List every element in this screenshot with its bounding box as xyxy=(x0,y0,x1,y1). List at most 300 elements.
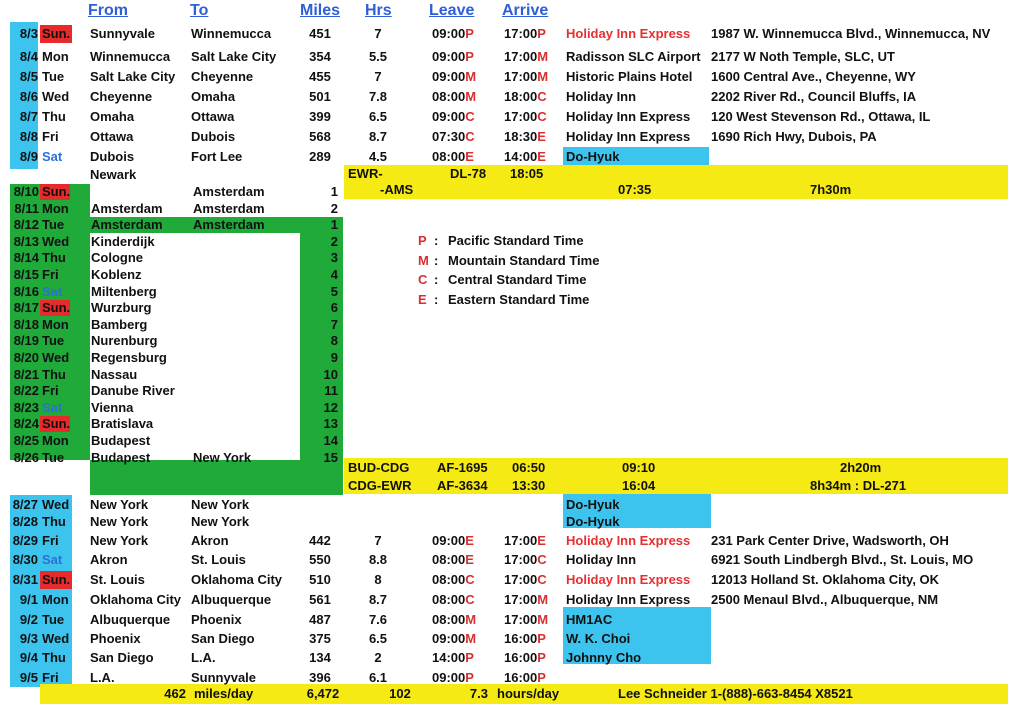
row-day: Sat xyxy=(42,552,63,567)
row-date: 8/29 xyxy=(12,533,38,548)
footer-avg-hrs: 7.3 xyxy=(469,686,488,701)
arrive-timezone: C xyxy=(537,109,547,124)
row-miles: 354 xyxy=(309,49,331,64)
arrive-time: 17:00 xyxy=(504,612,538,627)
legend-code: M xyxy=(418,252,429,268)
row-miles: 501 xyxy=(309,89,331,104)
arrive-timezone: P xyxy=(537,631,546,646)
row-from: New York xyxy=(90,533,149,548)
arrive-timezone: E xyxy=(537,129,546,144)
cruise-date: 8/23 xyxy=(13,400,39,415)
row-day: Fri xyxy=(42,533,59,548)
flight1-arrival: 07:35 xyxy=(618,182,652,197)
legend-label: Pacific Standard Time xyxy=(448,233,584,248)
row-from: Dubois xyxy=(90,149,135,164)
cruise-day: Fri xyxy=(42,267,59,282)
arrive-time: 17:00 xyxy=(504,592,538,607)
row-hrs: 8.8 xyxy=(368,552,388,567)
row-day: Sun. xyxy=(42,572,71,587)
cruise-day-number: 13 xyxy=(323,416,338,431)
arrive-timezone: C xyxy=(537,89,547,104)
row-to: New York xyxy=(191,497,250,512)
arrive-time: 17:00 xyxy=(504,572,538,587)
row-to: Omaha xyxy=(191,89,236,104)
row-miles: 375 xyxy=(309,631,331,646)
legend-separator: : xyxy=(434,272,439,287)
row-arrive xyxy=(504,612,548,628)
row-date: 9/1 xyxy=(19,592,38,607)
row-from: Ottawa xyxy=(90,129,134,144)
row-hrs: 6.5 xyxy=(368,631,388,646)
arrive-timezone: E xyxy=(537,533,546,548)
leave-timezone: E xyxy=(465,552,474,567)
row-to: Winnemucca xyxy=(191,26,272,41)
row-from: Oklahoma City xyxy=(90,592,182,607)
flight2-departure: 13:30 xyxy=(512,478,546,493)
cruise-day-number: 1 xyxy=(330,217,338,232)
cruise-day-number: 15 xyxy=(323,450,338,465)
row-miles: 134 xyxy=(309,650,331,665)
cruise-date: 8/21 xyxy=(13,367,39,382)
cruise-day-number: 12 xyxy=(323,400,338,415)
leave-time: 09:00 xyxy=(432,26,466,41)
cruise-date: 8/24 xyxy=(13,416,39,431)
leave-time: 09:00 xyxy=(432,49,466,64)
leave-timezone: C xyxy=(465,129,475,144)
row-to: Ottawa xyxy=(191,109,235,124)
cruise-date: 8/14 xyxy=(13,250,39,265)
row-hrs: 6.5 xyxy=(368,109,388,124)
row-date: 9/3 xyxy=(19,631,38,646)
row-date: 9/2 xyxy=(19,612,38,627)
footer-total-miles: 6,472 xyxy=(306,686,340,701)
cruise-from: Regensburg xyxy=(91,350,167,365)
row-date: 8/8 xyxy=(19,129,38,144)
row-address: 1600 Central Ave., Cheyenne, WY xyxy=(711,69,916,84)
row-to: New York xyxy=(191,514,250,529)
row-to: Cheyenne xyxy=(191,69,254,84)
cruise-day-number: 14 xyxy=(323,433,338,448)
footer-total-hrs: 102 xyxy=(389,686,411,701)
cruise-day: Mon xyxy=(42,201,69,216)
cruise-date: 8/19 xyxy=(13,333,39,348)
flight2-route: CDG-EWR xyxy=(348,478,412,493)
cruise-date: 8/10 xyxy=(13,184,39,199)
row-address: 1690 Rich Hwy, Dubois, PA xyxy=(711,129,877,144)
flight1-duration: 7h30m xyxy=(810,182,852,197)
row-leave xyxy=(432,650,474,666)
legend-code: E xyxy=(418,291,427,307)
arrive-timezone: P xyxy=(537,670,546,685)
cruise-day: Thu xyxy=(42,367,66,382)
leave-timezone: M xyxy=(465,631,477,646)
cruise-from: Koblenz xyxy=(91,267,142,282)
leave-timezone: C xyxy=(465,572,475,587)
row-date: 8/28 xyxy=(12,514,38,529)
leave-time: 09:00 xyxy=(432,670,466,685)
leave-time: 08:00 xyxy=(432,572,466,587)
row-from: Winnemucca xyxy=(90,49,171,64)
leave-time: 08:00 xyxy=(432,149,466,164)
cruise-day: Sat xyxy=(42,400,63,415)
legend-separator: : xyxy=(434,252,439,268)
leave-timezone: M xyxy=(465,69,477,84)
cruise-day: Fri xyxy=(42,383,59,398)
arrive-time: 17:00 xyxy=(504,49,538,64)
header-hrs: Hrs xyxy=(365,2,392,19)
arrive-timezone: C xyxy=(537,552,547,567)
row-date: 9/5 xyxy=(19,670,38,685)
row-day: Mon xyxy=(42,592,69,607)
row-miles: 451 xyxy=(309,26,331,41)
leave-time: 07:30 xyxy=(432,129,466,144)
row-address: 120 West Stevenson Rd., Ottawa, IL xyxy=(711,109,931,124)
flight2-number: AF-1695 xyxy=(437,460,488,475)
row-day: Fri xyxy=(42,129,59,144)
leave-timezone: P xyxy=(465,670,474,685)
cruise-day: Sat xyxy=(42,284,63,299)
arrive-timezone: M xyxy=(537,69,549,84)
leave-time: 08:00 xyxy=(432,612,466,627)
cruise-day: Sun. xyxy=(42,300,71,315)
row-leave xyxy=(432,572,475,588)
row-arrive xyxy=(504,552,547,568)
row-address: 2202 River Rd., Council Bluffs, IA xyxy=(711,89,917,104)
cruise-day: Wed xyxy=(42,350,70,365)
row-miles: 455 xyxy=(309,69,331,84)
cruise-from: Bamberg xyxy=(91,317,148,332)
row-date: 8/6 xyxy=(19,89,38,104)
row-leave xyxy=(432,69,476,85)
row-from: Sunnyvale xyxy=(90,26,156,41)
flight1-from: Newark xyxy=(90,167,137,182)
cruise-date: 8/26 xyxy=(13,450,39,465)
arrive-time: 18:30 xyxy=(504,129,538,144)
row-hotel: Holiday Inn xyxy=(566,552,637,567)
row-address: 6921 South Lindbergh Blvd., St. Louis, MO xyxy=(711,552,974,567)
leave-timezone: C xyxy=(465,592,475,607)
row-day: Wed xyxy=(42,631,70,646)
footer-avg-miles: 462 xyxy=(164,686,186,701)
row-day: Tue xyxy=(42,612,65,627)
arrive-time: 17:00 xyxy=(504,533,538,548)
row-from: Salt Lake City xyxy=(90,69,176,84)
leave-time: 09:00 xyxy=(432,69,466,84)
cruise-date: 8/20 xyxy=(13,350,39,365)
row-to: Fort Lee xyxy=(191,149,243,164)
header-arrive: Arrive xyxy=(502,2,549,19)
row-date: 8/3 xyxy=(19,26,38,41)
cruise-from: Danube River xyxy=(91,383,175,398)
leave-time: 09:00 xyxy=(432,631,466,646)
row-miles: 561 xyxy=(309,592,331,607)
row-to: Oklahoma City xyxy=(191,572,283,587)
row-hrs: 8.7 xyxy=(368,129,388,144)
leave-time: 09:00 xyxy=(432,533,466,548)
flight1-route-2: -AMS xyxy=(380,182,414,197)
row-hotel: Holiday Inn Express xyxy=(566,129,691,144)
cruise-day-number: 3 xyxy=(330,250,338,265)
cruise-from: Kinderdijk xyxy=(91,234,155,249)
arrive-timezone: P xyxy=(537,26,546,41)
row-miles: 568 xyxy=(309,129,331,144)
row-arrive xyxy=(504,592,548,608)
cruise-day-number: 2 xyxy=(330,201,338,216)
legend-item xyxy=(418,253,599,269)
legend-code: P xyxy=(418,233,427,248)
row-hrs: 5.5 xyxy=(368,49,388,64)
row-leave xyxy=(432,129,475,145)
row-address: 2500 Menaul Blvd., Albuquerque, NM xyxy=(711,592,939,607)
row-leave xyxy=(432,592,475,608)
row-hrs: 7.8 xyxy=(368,89,388,104)
row-arrive xyxy=(504,149,546,165)
row-address: 231 Park Center Drive, Wadsworth, OH xyxy=(711,533,949,548)
cruise-from: Vienna xyxy=(91,400,134,415)
row-miles: 399 xyxy=(309,109,331,124)
legend-separator: : xyxy=(434,291,439,307)
row-leave xyxy=(432,49,474,65)
row-leave xyxy=(432,612,476,628)
flight2-arrival: 16:04 xyxy=(622,478,656,493)
leave-time: 08:00 xyxy=(432,89,466,104)
row-hotel: Do-Hyuk xyxy=(566,514,620,529)
cruise-from: Budapest xyxy=(91,450,151,465)
row-miles: 289 xyxy=(309,149,331,164)
row-from: New York xyxy=(90,497,149,512)
row-date: 8/31 xyxy=(12,572,38,587)
cruise-day-number: 8 xyxy=(330,333,338,348)
cruise-date: 8/25 xyxy=(13,433,39,448)
leave-timezone: P xyxy=(465,26,474,41)
row-arrive xyxy=(504,670,546,686)
row-address: 2177 W Noth Temple, SLC, UT xyxy=(711,49,895,64)
row-to: Albuquerque xyxy=(191,592,272,607)
row-day: Sat xyxy=(42,149,63,164)
row-hotel: Holiday Inn Express xyxy=(566,109,691,124)
cruise-day: Tue xyxy=(42,450,65,465)
cruise-day: Sun. xyxy=(42,416,71,431)
row-day: Tue xyxy=(42,69,65,84)
cruise-day-number: 7 xyxy=(330,317,338,332)
row-date: 8/4 xyxy=(19,49,38,64)
row-hotel: Historic Plains Hotel xyxy=(566,69,693,84)
row-from: Phoenix xyxy=(90,631,141,646)
footer-contact: Lee Schneider 1-(888)-663-8454 X8521 xyxy=(618,686,853,701)
flight2-departure: 06:50 xyxy=(512,460,546,475)
row-date: 8/27 xyxy=(12,497,38,512)
legend-label: Central Standard Time xyxy=(448,272,587,287)
arrive-time: 14:00 xyxy=(504,149,538,164)
cruise-day: Tue xyxy=(42,217,65,232)
arrive-time: 16:00 xyxy=(504,670,538,685)
row-from: San Diego xyxy=(90,650,154,665)
row-day: Fri xyxy=(42,670,59,685)
cruise-from: Amsterdam xyxy=(91,217,163,232)
cruise-from: Bratislava xyxy=(91,416,154,431)
row-address: 1987 W. Winnemucca Blvd., Winnemucca, NV xyxy=(711,26,991,41)
arrive-time: 17:00 xyxy=(504,69,538,84)
row-arrive xyxy=(504,109,547,125)
cruise-to: New York xyxy=(193,450,252,465)
row-to: St. Louis xyxy=(191,552,246,567)
cruise-day-number: 10 xyxy=(323,367,338,382)
flight1-bg xyxy=(344,165,1008,199)
row-hrs: 6.1 xyxy=(368,670,388,685)
header-to: To xyxy=(190,2,209,19)
row-from: Omaha xyxy=(90,109,135,124)
row-day: Wed xyxy=(42,89,70,104)
cruise-date: 8/16 xyxy=(13,284,39,299)
flight2-route: BUD-CDG xyxy=(348,460,410,475)
row-leave xyxy=(432,670,474,686)
arrive-time: 18:00 xyxy=(504,89,538,104)
row-date: 9/4 xyxy=(19,650,38,665)
row-hrs: 7 xyxy=(374,69,382,84)
row-hotel: Holiday Inn Express xyxy=(566,26,691,41)
row-hotel: HM1AC xyxy=(566,612,613,627)
arrive-time: 16:00 xyxy=(504,631,538,646)
footer-avg-miles-label: miles/day xyxy=(194,686,254,701)
row-leave xyxy=(432,631,476,647)
row-hrs: 7 xyxy=(374,533,382,548)
row-miles: 442 xyxy=(309,533,331,548)
row-leave xyxy=(432,533,474,549)
row-hotel: Holiday Inn Express xyxy=(566,533,691,548)
row-arrive xyxy=(504,89,547,105)
row-from: L.A. xyxy=(90,670,115,685)
cruise-from: Budapest xyxy=(91,433,151,448)
row-hrs: 8 xyxy=(374,572,382,587)
row-arrive xyxy=(504,69,548,85)
legend-separator: : xyxy=(434,233,439,248)
leave-time: 09:00 xyxy=(432,109,466,124)
cruise-date: 8/12 xyxy=(13,217,39,232)
header-leave: Leave xyxy=(429,2,475,19)
row-miles: 487 xyxy=(309,612,331,627)
flight2-arrival: 09:10 xyxy=(622,460,656,475)
cruise-from: Amsterdam xyxy=(91,201,163,216)
row-hotel: Johnny Cho xyxy=(566,650,642,665)
row-address: 12013 Holland St. Oklahoma City, OK xyxy=(711,572,940,587)
legend-item xyxy=(418,233,584,249)
legend-item xyxy=(418,272,586,288)
leave-timezone: C xyxy=(465,109,475,124)
row-arrive xyxy=(504,26,546,42)
row-arrive xyxy=(504,533,546,549)
flight2-number: AF-3634 xyxy=(437,478,488,493)
arrive-time: 17:00 xyxy=(504,552,538,567)
row-date: 8/9 xyxy=(19,149,38,164)
row-miles: 510 xyxy=(309,572,331,587)
row-date: 8/7 xyxy=(19,109,38,124)
row-leave xyxy=(432,552,474,568)
row-leave xyxy=(432,149,474,165)
leave-time: 14:00 xyxy=(432,650,466,665)
row-to: Dubois xyxy=(191,129,236,144)
arrive-timezone: P xyxy=(537,650,546,665)
cruise-to: Amsterdam xyxy=(193,201,265,216)
row-hotel: Do-Hyuk xyxy=(566,497,620,512)
row-hotel: Holiday Inn Express xyxy=(566,592,691,607)
cruise-day-number: 4 xyxy=(330,267,338,282)
row-hrs: 7 xyxy=(374,26,382,41)
arrive-timezone: M xyxy=(537,592,549,607)
cruise-day-number: 5 xyxy=(330,284,338,299)
cruise-date: 8/18 xyxy=(13,317,39,332)
footer-hrs-label: hours/day xyxy=(497,686,560,701)
arrive-timezone: M xyxy=(537,49,549,64)
row-arrive xyxy=(504,631,546,647)
row-miles: 550 xyxy=(309,552,331,567)
flight2-duration: 2h20m xyxy=(840,460,882,475)
row-to: Salt Lake City xyxy=(191,49,277,64)
cruise-day: Wed xyxy=(42,234,70,249)
flight2-duration: 8h34m : DL-271 xyxy=(810,478,907,493)
cruise-day: Mon xyxy=(42,433,69,448)
cruise-from: Wurzburg xyxy=(91,300,152,315)
row-arrive xyxy=(504,49,548,65)
arrive-time: 17:00 xyxy=(504,26,538,41)
leave-timezone: E xyxy=(465,149,474,164)
cruise-day: Sun. xyxy=(42,184,71,199)
row-arrive xyxy=(504,129,546,145)
row-from: Cheyenne xyxy=(90,89,153,104)
arrive-time: 17:00 xyxy=(504,109,538,124)
cruise-day-number: 6 xyxy=(330,300,338,315)
row-date: 8/30 xyxy=(12,552,38,567)
row-to: Sunnyvale xyxy=(191,670,257,685)
row-day: Thu xyxy=(42,514,66,529)
row-to: Phoenix xyxy=(191,612,242,627)
leave-timezone: P xyxy=(465,49,474,64)
header-from: From xyxy=(88,2,128,19)
cruise-date: 8/11 xyxy=(14,201,39,216)
leave-time: 08:00 xyxy=(432,592,466,607)
row-arrive xyxy=(504,572,547,588)
row-hotel: Do-Hyuk xyxy=(566,149,620,164)
cruise-to: Amsterdam xyxy=(193,217,265,232)
row-hotel: Radisson SLC Airport xyxy=(566,49,701,64)
row-miles: 396 xyxy=(309,670,331,685)
leave-timezone: M xyxy=(465,612,477,627)
leave-timezone: E xyxy=(465,533,474,548)
cruise-date: 8/13 xyxy=(13,234,39,249)
row-hotel: W. K. Choi xyxy=(566,631,631,646)
row-from: New York xyxy=(90,514,149,529)
flight1-departure: 18:05 xyxy=(510,166,544,181)
arrive-timezone: C xyxy=(537,572,547,587)
header-miles: Miles xyxy=(300,2,341,19)
legend-code: C xyxy=(418,272,428,287)
row-hrs: 7.6 xyxy=(368,612,388,627)
row-date: 8/5 xyxy=(19,69,38,84)
row-from: St. Louis xyxy=(90,572,145,587)
cruise-day-number: 11 xyxy=(324,383,338,398)
cruise-day: Thu xyxy=(42,250,66,265)
cruise-date: 8/22 xyxy=(13,383,39,398)
leave-timezone: P xyxy=(465,650,474,665)
cruise-to: Amsterdam xyxy=(193,184,265,199)
cruise-day: Tue xyxy=(42,333,65,348)
row-leave xyxy=(432,89,476,105)
leave-timezone: M xyxy=(465,89,477,104)
cruise-day: Mon xyxy=(42,317,69,332)
row-day: Thu xyxy=(42,109,66,124)
row-hrs: 8.7 xyxy=(368,592,388,607)
legend-label: Mountain Standard Time xyxy=(448,252,600,268)
cruise-from: Nurenburg xyxy=(91,333,158,348)
